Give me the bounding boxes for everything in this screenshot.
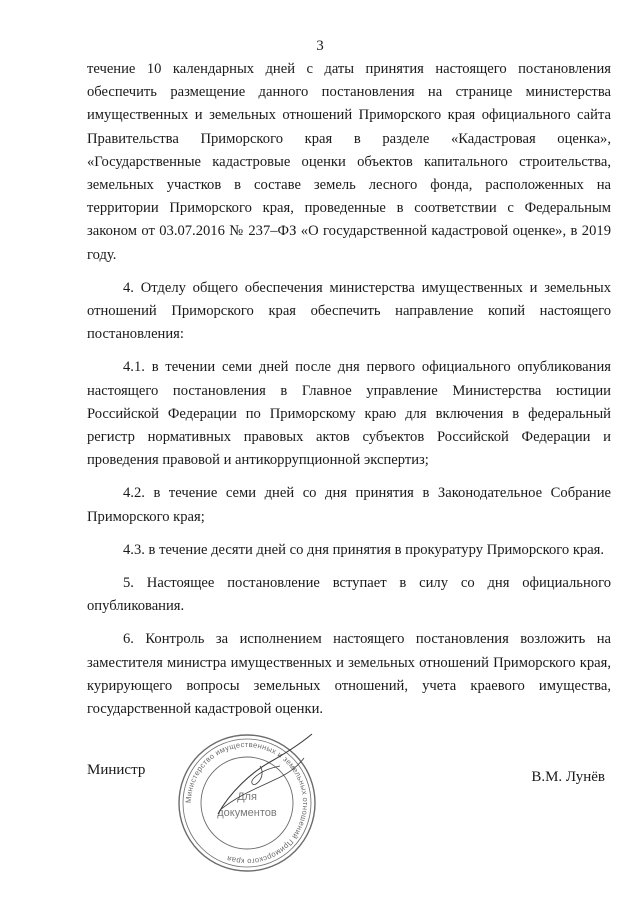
document-body	[87, 58, 611, 731]
paragraph-item-6: 6. Контроль за исполнением настоящего постановления возложить на заместителя министра имущественных и земельных отношений Приморского края, курирующего вопросы земельных отношений, учета краевого имущества, государственной кадастровой оценки.	[87, 631, 611, 718]
seal-center-line1: Для	[237, 791, 257, 803]
seal-ring-text: Министерство имущественных и земельных отношений Приморского края	[183, 739, 311, 867]
page-number: 3	[316, 38, 324, 54]
seal-center-line2: документов	[217, 807, 277, 819]
paragraph-item-4: 4. Отделу общего обеспечения министерства имущественных и земельных отношений Приморского края обеспечить направление копий настоящего постановления:	[87, 279, 611, 343]
paragraph-item-4-1: 4.1. в течении семи дней после дня первого официального опубликования настоящего постановления в Главное управление Министерства юстиции Российской Федерации по Приморскому краю для включения в федеральный регистр нормативных правовых актов субъектов Российской Федерации и проведения правовой и антикоррупционной экспертиз;	[87, 359, 611, 469]
paragraph-continuation: течение 10 календарных дней с даты принятия настоящего постановления обеспечить размещение данного постановления на странице министерства имущественных и земельных отношений Приморского края официального сайта Правительства Приморского края в разделе «Кадастровая оценка», «Государственные кадастровые оценки объектов капитального строительства, земельных участков в составе земель лесного фонда, расположенных на территории Приморского края, проведенные в соответствии с Федеральным законом от 03.07.2016 № 237–ФЗ «О государственной кадастровой оценке», в 2019 году.	[87, 61, 611, 263]
paragraph-item-4-2: 4.2. в течение семи дней со дня принятия в Законодательное Собрание Приморского края;	[87, 485, 611, 525]
signatory-name: В.М. Лунёв	[531, 769, 605, 785]
signatory-position: Министр	[87, 762, 146, 778]
paragraph-item-4-3: 4.3. в течение десяти дней со дня принятия в прокуратуру Приморского края.	[123, 541, 605, 558]
handwritten-signature	[200, 722, 320, 832]
paragraph-item-5: 5. Настоящее постановление вступает в силу со дня официального опубликования.	[87, 575, 611, 615]
